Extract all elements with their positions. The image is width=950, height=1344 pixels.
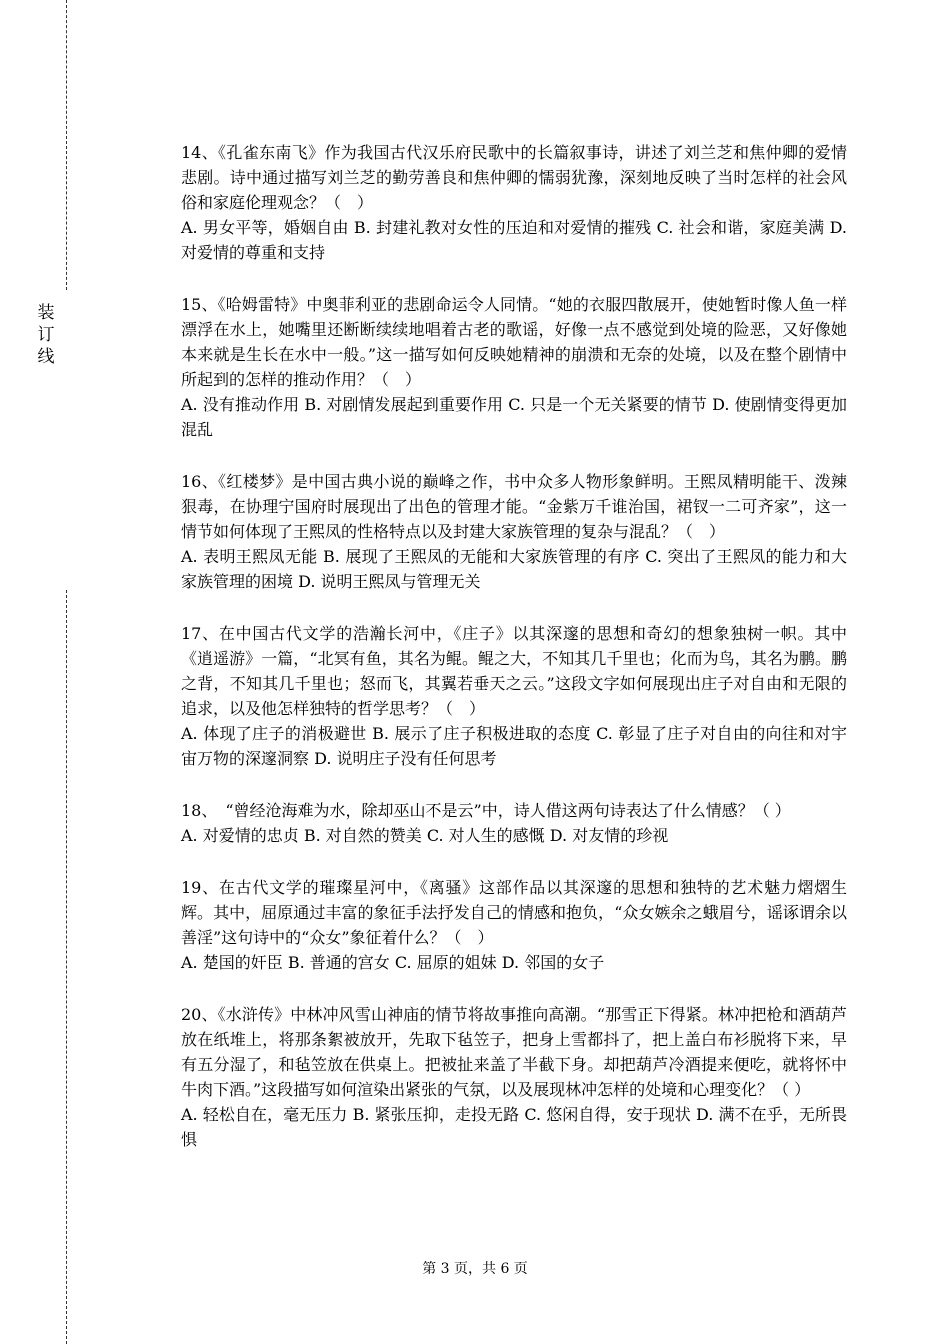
binding-line-bottom bbox=[66, 590, 67, 1344]
question-stem: 15、《哈姆雷特》中奥菲利亚的悲剧命运令人同情。“她的衣服四散展开，使她暂时像人鱼一样漂浮在水上，她嘴里还断断续续地唱着古老的歌谣，好像一点不感觉到处境的险恶，又好像她本来就是生长在水中一般。”这一描写如何反映她精神的崩溃和无奈的处境，以及在整个剧情中所起到的怎样的推动作用？（ ） bbox=[181, 295, 847, 389]
question-19 bbox=[181, 875, 847, 975]
binding-line-top bbox=[66, 0, 67, 290]
question-stem: 18、 “曾经沧海难为水，除却巫山不是云”中，诗人借这两句诗表达了什么情感？（ ） bbox=[181, 801, 791, 820]
question-stem: 17、在中国古代文学的浩瀚长河中，《庄子》以其深邃的思想和奇幻的想象独树一帜。其中《逍遥游》一篇，“北冥有鱼，其名为鲲。鲲之大，不知其几千里也；化而为鸟，其名为鹏。鹏之背，不知其几千里也；怒而飞，其翼若垂天之云。”这段文字如何展现出庄子对自由和无限的追求，以及他怎样独特的哲学思考？（ ） bbox=[181, 624, 847, 718]
binding-char: 线 bbox=[37, 347, 55, 367]
question-17 bbox=[181, 621, 847, 771]
question-options: A. 体现了庄子的消极避世 B. 展示了庄子积极进取的态度 C. 彰显了庄子对自由的向往和对宇宙万物的深邃洞察 D. 说明庄子没有任何思考 bbox=[181, 724, 847, 768]
page-footer bbox=[0, 1258, 950, 1278]
question-options: A. 没有推动作用 B. 对剧情发展起到重要作用 C. 只是一个无关紧要的情节 D. 使剧情变得更加混乱 bbox=[181, 395, 847, 439]
question-options: A. 表明王熙凤无能 B. 展现了王熙凤的无能和大家族管理的有序 C. 突出了王熙凤的能力和大家族管理的困境 D. 说明王熙凤与管理无关 bbox=[181, 547, 847, 591]
binding-char: 装 bbox=[37, 303, 55, 323]
question-16 bbox=[181, 469, 847, 594]
question-stem: 16、《红楼梦》是中国古典小说的巅峰之作，书中众多人物形象鲜明。王熙凤精明能干、泼辣狠毒，在协理宁国府时展现出了出色的管理才能。“金紫万千谁治国，裙钗一二可齐家”，这一情节如何体现了王熙凤的性格特点以及封建大家族管理的复杂与混乱？（ ） bbox=[181, 472, 847, 541]
question-stem: 20、《水浒传》中林冲风雪山神庙的情节将故事推向高潮。“那雪正下得紧。林冲把枪和酒葫芦放在纸堆上，将那条絮被放开，先取下毡笠子，把身上雪都抖了，把上盖白布衫脱将下来，早有五分湿了，和毡笠放在供桌上。把被扯来盖了半截下身。却把葫芦冷酒提来便吃，就将怀中牛肉下酒。”这段描写如何渲染出紧张的气氛，以及展现林冲怎样的处境和心理变化？（ ） bbox=[181, 1005, 847, 1099]
page-number: 第 3 页，共 6 页 bbox=[422, 1261, 528, 1277]
question-stem: 14、《孔雀东南飞》作为我国古代汉乐府民歌中的长篇叙事诗，讲述了刘兰芝和焦仲卿的爱情悲剧。诗中通过描写刘兰芝的勤劳善良和焦仲卿的懦弱犹豫，深刻地反映了当时怎样的社会风俗和家庭伦理观念？（ ） bbox=[181, 143, 847, 212]
question-14 bbox=[181, 140, 847, 265]
question-options: A. 楚国的奸臣 B. 普通的宫女 C. 屈原的姐妹 D. 邻国的女子 bbox=[181, 953, 605, 972]
binding-label bbox=[36, 302, 56, 368]
question-options: A. 轻松自在，毫无压力 B. 紧张压抑，走投无路 C. 悠闲自得，安于现状 D. 满不在乎，无所畏惧 bbox=[181, 1105, 847, 1149]
question-options: A. 对爱情的忠贞 B. 对自然的赞美 C. 对人生的感慨 D. 对友情的珍视 bbox=[181, 826, 669, 845]
binding-char: 订 bbox=[37, 325, 55, 345]
question-15 bbox=[181, 292, 847, 442]
question-options: A. 男女平等，婚姻自由 B. 封建礼教对女性的压迫和对爱情的摧残 C. 社会和谐，家庭美满 D. 对爱情的尊重和支持 bbox=[181, 218, 847, 262]
question-list bbox=[181, 140, 847, 1179]
question-20 bbox=[181, 1002, 847, 1152]
question-18 bbox=[181, 798, 847, 848]
question-stem: 19、在古代文学的璀璨星河中，《离骚》这部作品以其深邃的思想和独特的艺术魅力熠熠生辉。其中，屈原通过丰富的象征手法抒发自己的情感和抱负，“众女嫉余之蛾眉兮，谣诼谓余以善淫”这句诗中的“众女”象征着什么？（ ） bbox=[181, 878, 847, 947]
